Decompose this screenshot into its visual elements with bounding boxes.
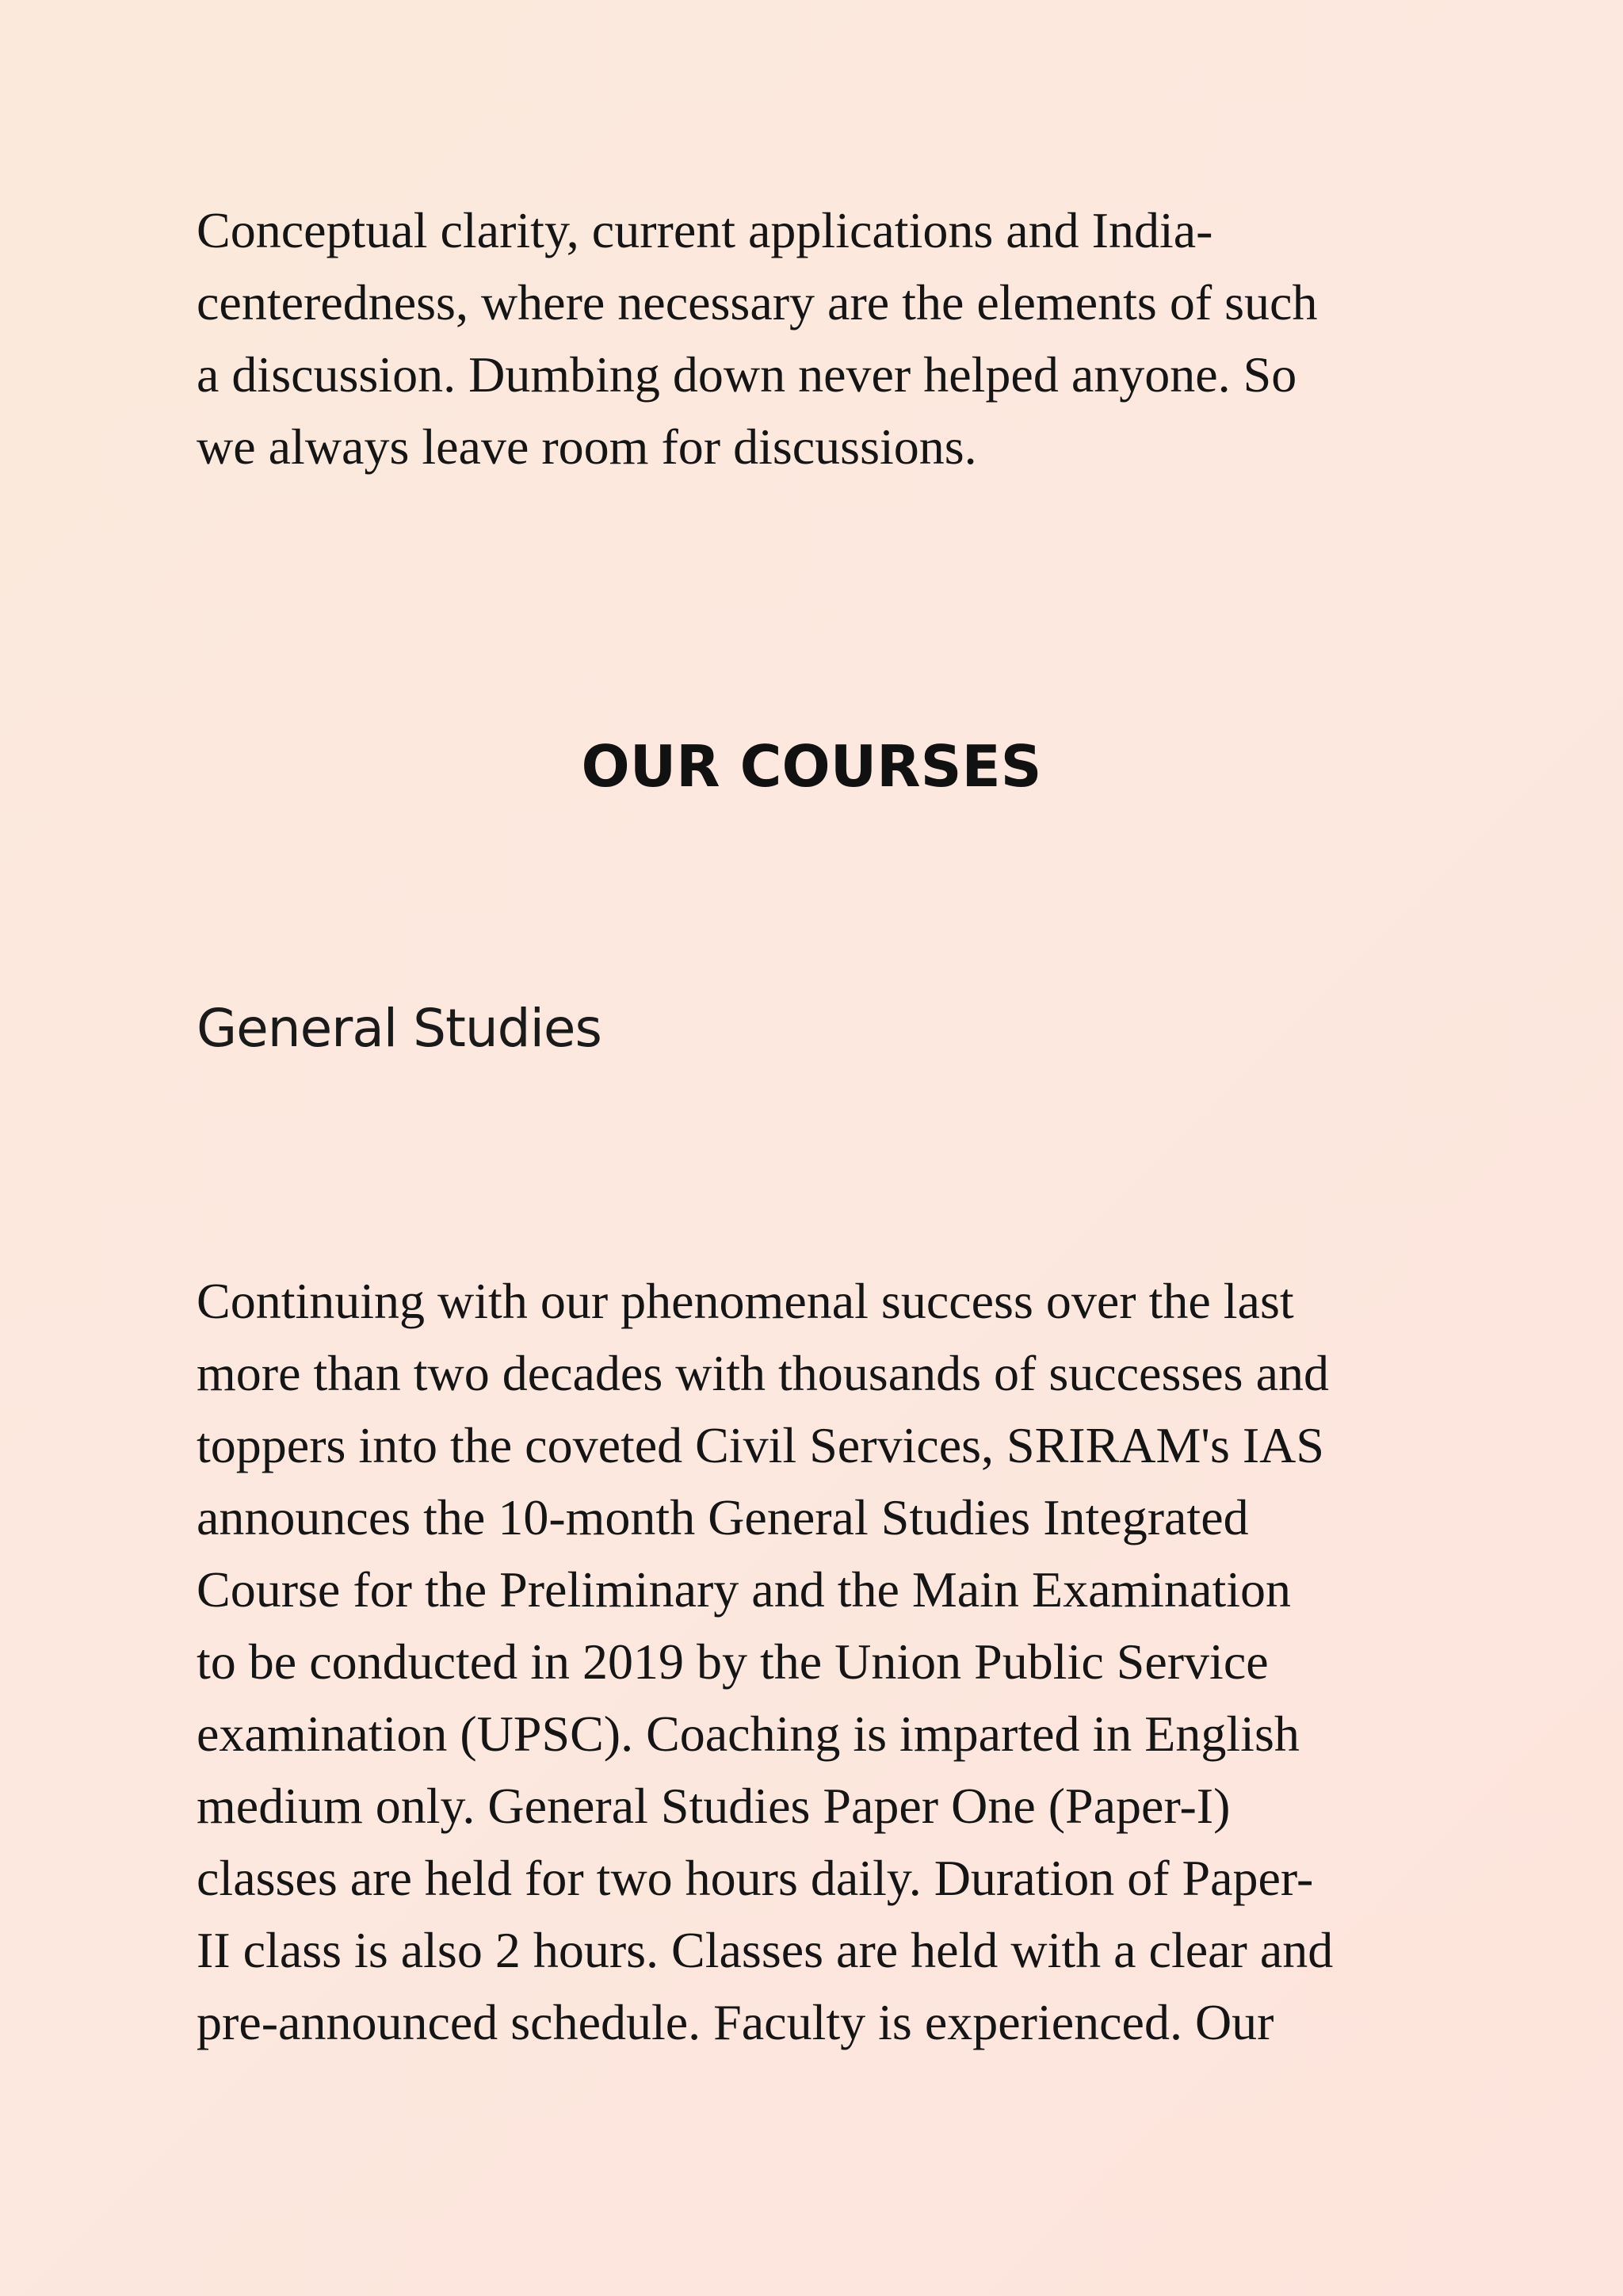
course-line: Continuing with our phenomenal success over the last xyxy=(197,1273,1294,1329)
course-line: to be conducted in 2019 by the Union Public Service xyxy=(197,1633,1269,1690)
intro-paragraph xyxy=(197,194,1433,483)
course-line: medium only. General Studies Paper One (Paper-I) xyxy=(197,1778,1231,1834)
intro-line: a discussion. Dumbing down never helped anyone. So xyxy=(197,346,1297,403)
course-line: more than two decades with thousands of successes and xyxy=(197,1345,1329,1401)
course-line: examination (UPSC). Coaching is imparted in English xyxy=(197,1706,1300,1762)
course-line: announces the 10-month General Studies Integrated xyxy=(197,1489,1249,1545)
section-heading: OUR COURSES xyxy=(581,733,1042,800)
course-line: Course for the Preliminary and the Main Examination xyxy=(197,1561,1291,1618)
course-line: II class is also 2 hours. Classes are held with a clear and xyxy=(197,1922,1334,1978)
course-heading: General Studies xyxy=(197,998,601,1059)
course-line: pre-announced schedule. Faculty is experienced. Our xyxy=(197,1994,1274,2050)
intro-line: Conceptual clarity, current applications and India- xyxy=(197,202,1213,258)
course-line: toppers into the coveted Civil Services, SRIRAM's IAS xyxy=(197,1417,1324,1473)
intro-line: we always leave room for discussions. xyxy=(197,418,977,475)
course-line: classes are held for two hours daily. Duration of Paper- xyxy=(197,1850,1314,1906)
course-description-paragraph xyxy=(197,1265,1433,2058)
intro-line: centeredness, where necessary are the elements of such xyxy=(197,274,1318,330)
